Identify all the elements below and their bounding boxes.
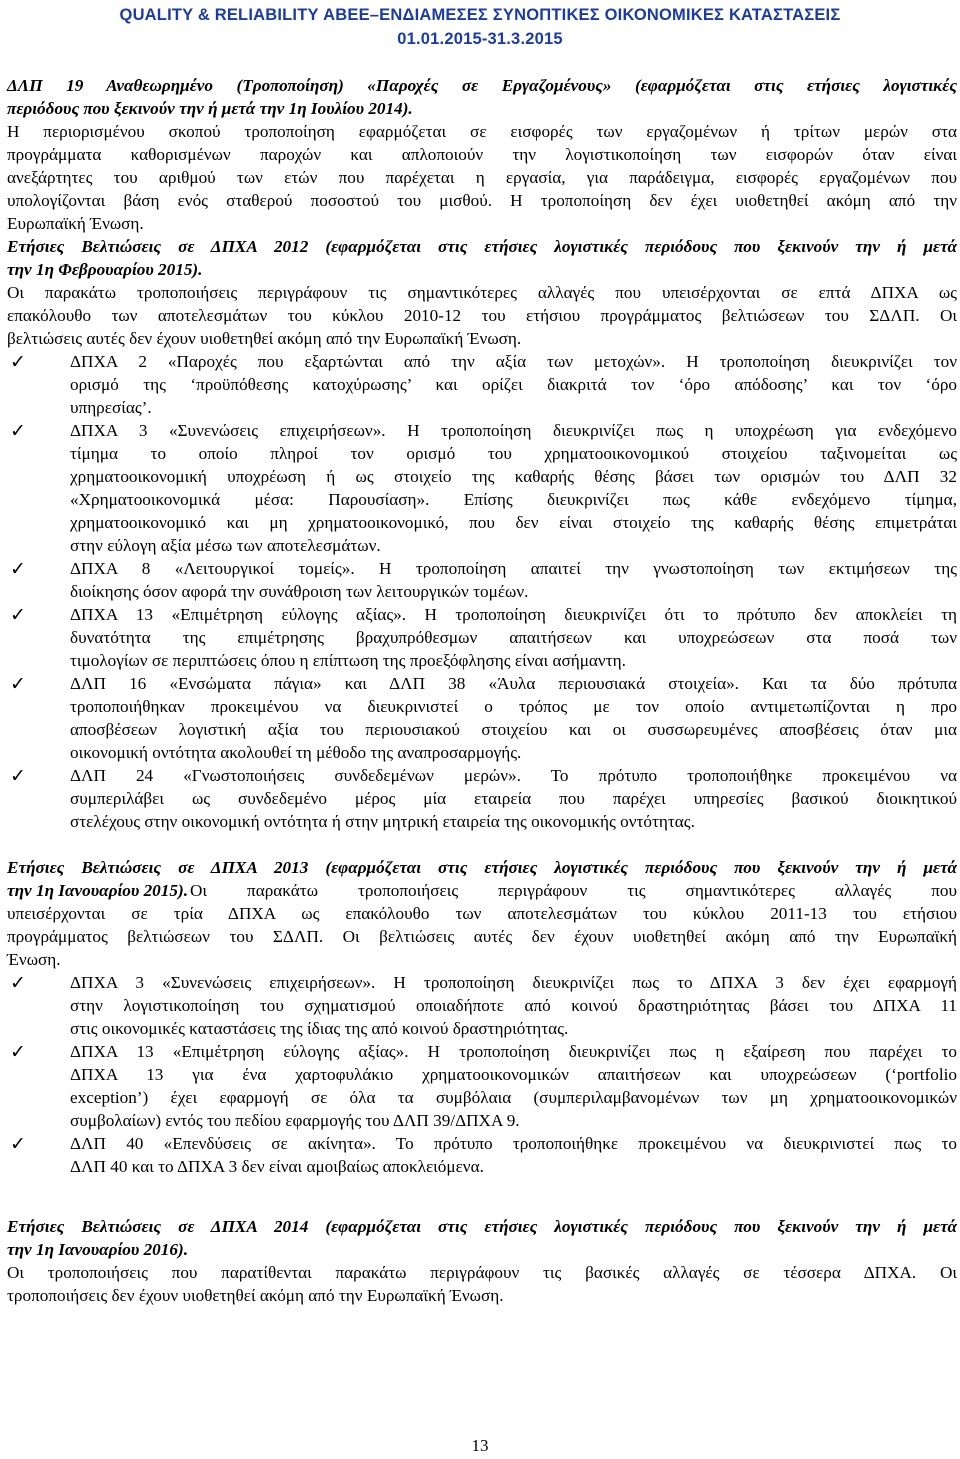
list-item-line: χρηματοοικονομικό και μη χρηματοοικονομικό, που δεν είναι στοιχείο της καθαρής θέσης επιμετράται [70,513,957,532]
list-item-line: στελέχους στην οικονομική οντότητα ή στην μητρική εταιρεία της οικονομικής οντότητας. [70,812,695,831]
section-2013-heading-cont [7,880,957,902]
section-2012-heading-cont: την 1η Φεβρουαρίου 2015). [7,260,203,279]
page-number: 13 [471,1436,489,1455]
checkmark-icon: ✓ [10,765,26,787]
paragraph-line: υπεισέρχονται σε τρία ΔΠΧΑ ως επακόλουθο των αποτελεσμάτων του κύκλου 2011-13 του ετήσιου [7,904,957,923]
header-title: QUALITY & RELIABILITY ΑΒΕΕ–ΕΝΔΙΑΜΕΣΕΣ ΣΥΝΟΠΤΙΚΕΣ ΟΙΚΟΝΟΜΙΚΕΣ ΚΑΤΑΣΤΑΣΕΙΣ [119,6,841,24]
list-item: ΔΠΧΑ 13 «Επιμέτρηση εύλογης αξίας». Η τροποποίηση διευκρινίζει ότι το πρότυπο δεν αποκλείει τη [70,605,957,624]
checkmark-icon: ✓ [10,420,26,442]
list-item: ΔΛΠ 16 «Ενσώματα πάγια» και ΔΛΠ 38 «Άυλα περιουσιακά στοιχεία». Και τα δύο πρότυπα [70,674,957,693]
section-2014-heading: Ετήσιες Βελτιώσεις σε ΔΠΧΑ 2014 (εφαρμόζεται στις ετήσιες λογιστικές περιόδους που ξεκινούν την ή μετά [7,1217,957,1236]
section-2014-heading-cont: την 1η Ιανουαρίου 2016). [7,1240,188,1259]
section-ias19-heading-cont: περιόδους που ξεκινούν την ή μετά την 1η Ιουλίου 2014). [7,99,413,118]
paragraph-line: τροποποιήσεις δεν έχουν υιοθετηθεί ακόμη από την Ευρωπαϊκή Ένωση. [7,1286,504,1305]
list-item: ΔΠΧΑ 3 «Συνενώσεις επιχειρήσεων». Η τροποποίηση διευκρινίζει πως η υποχρέωση για ενδεχόμενο [70,421,957,440]
section-2012-heading: Ετήσιες Βελτιώσεις σε ΔΠΧΑ 2012 (εφαρμόζεται στις ετήσιες λογιστικές περιόδους που ξεκινούν την ή μετά [7,237,957,256]
section-2013-heading-end: την 1η Ιανουαρίου 2015). [7,881,188,900]
list-item-line: οικονομική οντότητα ακολουθεί τη μέθοδο της αναπροσαρμογής. [70,743,522,762]
list-item-line: στις οικονομικές καταστάσεις της ίδιας της από κοινού δραστηριότητας. [70,1019,569,1038]
list-item-line: στην λογιστικοποίηση του σχηματισμού οποιαδήποτε από κοινού δραστηριότητας βάσει του ΔΠΧΑ 11 [70,996,957,1015]
checkmark-icon: ✓ [10,673,26,695]
list-item-line: στην εύλογη αξία μέσω των αποτελεσμάτων. [70,536,381,555]
list-item-line: «Χρηματοοικονομικά μέσα: Παρουσίαση». Επίσης διευκρινίζει πως κάθε ενδεχόμενο τίμημα, [70,490,957,509]
paragraph-line: βελτιώσεις αυτές δεν έχουν υιοθετηθεί ακόμη από την Ευρωπαϊκή Ένωση. [7,329,522,348]
paragraph-line: ανεξάρτητες του αριθμού των ετών που παρέχεται η εργασία, για παράδειγμα, εισφορές εργαζομένων που [7,168,957,187]
paragraph-line: προγράμματος βελτιώσεων του ΣΔΛΠ. Οι βελτιώσεις αυτές δεν έχουν υιοθετηθεί ακόμη από την Ευρωπαϊκή [7,927,957,946]
list-item-line: διοίκησης όσον αφορά την συνάθροιση των λειτουργικών τομέων. [70,582,529,601]
list-item-line: συμβολαίων) εντός του πεδίου εφαρμογής του ΔΛΠ 39/ΔΠΧΑ 9. [70,1111,520,1130]
paragraph-line: Η περιορισμένου σκοπού τροποποίηση εφαρμόζεται σε εισφορές των εργαζομένων ή τρίτων μερών στα [7,122,957,141]
paragraph-line: Ένωση. [7,950,61,969]
paragraph-line: Ευρωπαϊκή Ένωση. [7,214,144,233]
list-item-line: αποσβέσεων λογιστική αξία του περιουσιακού στοιχείου και οι συσσωρευμένες αποσβέσεις όταν μια [70,720,957,739]
list-item-line: τιμολογίων σε περιπτώσεις όπου η επίπτωση της προεξόφλησης είναι ασήμαντη. [70,651,626,670]
checkmark-icon: ✓ [10,1133,26,1155]
checkmark-icon: ✓ [10,1041,26,1063]
header-period: 01.01.2015-31.3.2015 [397,30,563,48]
list-item-line: υπηρεσίας’. [70,398,152,417]
paragraph-line: επακόλουθο των αποτελεσμάτων του κύκλου 2010-12 του ετήσιου προγράμματος βελτιώσεων του ΣΔΛΠ. Οι [7,306,957,325]
list-item-line: exception’) έχει εφαρμογή σε όλα τα συμβόλαια (συμπεριλαμβανομένων των μη χρηματοοικονομικών [70,1088,957,1107]
list-item: ΔΠΧΑ 2 «Παροχές που εξαρτώνται από την αξία των μετοχών». Η τροποποίηση διευκρινίζει τον [70,352,957,371]
list-item-line: ΔΛΠ 40 και το ΔΠΧΑ 3 δεν είναι αμοιβαίως αποκλειόμενα. [70,1157,484,1176]
list-item-line: τίμημα το οποίο πληροί τον ορισμό του χρηματοοικονομικού στοιχείου ταξινομείται ως [70,444,957,463]
section-ias19-heading: ΔΛΠ 19 Αναθεωρημένο (Τροποποίηση) «Παροχές σε Εργαζομένους» (εφαρμόζεται στις ετήσιες λογιστικές [7,76,957,95]
paragraph-line: Οι παρακάτω τροποποιήσεις περιγράφουν τις σημαντικότερες αλλαγές που [190,881,957,900]
list-item: ΔΠΧΑ 3 «Συνενώσεις επιχειρήσεων». Η τροποποίηση διευκρινίζει πως το ΔΠΧΑ 3 δεν έχει εφαρμογή [70,973,957,992]
checkmark-icon: ✓ [10,351,26,373]
paragraph-line: Οι παρακάτω τροποποιήσεις περιγράφουν τις σημαντικότερες αλλαγές που υπεισέρχονται σε επτά ΔΠΧΑ ως [7,283,957,302]
checkmark-icon: ✓ [10,558,26,580]
list-item: ΔΛΠ 40 «Επενδύσεις σε ακίνητα». Το πρότυπο τροποποιήθηκε προκειμένου να διευκρινιστεί πως το [70,1134,957,1153]
paragraph-line: προγράμματα καθορισμένων παροχών και απλοποιούν την λογιστικοποίηση των εισφορών όταν είναι [7,145,957,164]
list-item-line: ορισμό της ‘προϋπόθεσης κατοχύρωσης’ και ορίζει διακριτά τον ‘όρο απόδοσης’ και τον ‘όρο [70,375,957,394]
list-item-line: συμπεριλάβει ως συνδεδεμένο μέρος μία εταιρεία που παρέχει υπηρεσίες βασικού διοικητικού [70,789,957,808]
list-item-line: δυνατότητα της επιμέτρησης βραχυπρόθεσμων απαιτήσεων και υποχρεώσεων στα ποσά των [70,628,957,647]
checkmark-icon: ✓ [10,972,26,994]
section-2013-heading: Ετήσιες Βελτιώσεις σε ΔΠΧΑ 2013 (εφαρμόζεται στις ετήσιες λογιστικές περιόδους που ξεκινούν την ή μετά [7,858,957,877]
paragraph-line: Οι τροποποιήσεις που παρατίθενται παρακάτω περιγράφουν τις βασικές αλλαγές σε τέσσερα ΔΠΧΑ. Οι [7,1263,957,1282]
list-item-line: χρηματοοικονομική υποχρέωση ή ως στοιχείο της καθαρής θέσης βάσει των ορισμών του ΔΛΠ 32 [70,467,957,486]
list-item-line: τροποποιήθηκαν προκειμένου να διευκρινιστεί ο τρόπος με τον οποίο αντιμετωπίζονται η προ [70,697,957,716]
list-item-line: ΔΠΧΑ 13 για ένα χαρτοφυλάκιο χρηματοοικονομικών απαιτήσεων και υποχρεώσεων (‘portfolio [70,1065,957,1084]
paragraph-line: υπολογίζονται βάση ενός σταθερού ποσοστού του μισθού. Η τροποποίηση δεν έχει υιοθετηθεί ακόμη από την [7,191,957,210]
checkmark-icon: ✓ [10,604,26,626]
list-item: ΔΛΠ 24 «Γνωστοποιήσεις συνδεδεμένων μερών». Το πρότυπο τροποποιήθηκε προκειμένου να [70,766,957,785]
list-item: ΔΠΧΑ 13 «Επιμέτρηση εύλογης αξίας». Η τροποποίηση διευκρινίζει πως η εξαίρεση που παρέχει το [70,1042,957,1061]
list-item: ΔΠΧΑ 8 «Λειτουργικοί τομείς». Η τροποποίηση απαιτεί την γνωστοποίηση των εκτιμήσεων της [70,559,957,578]
